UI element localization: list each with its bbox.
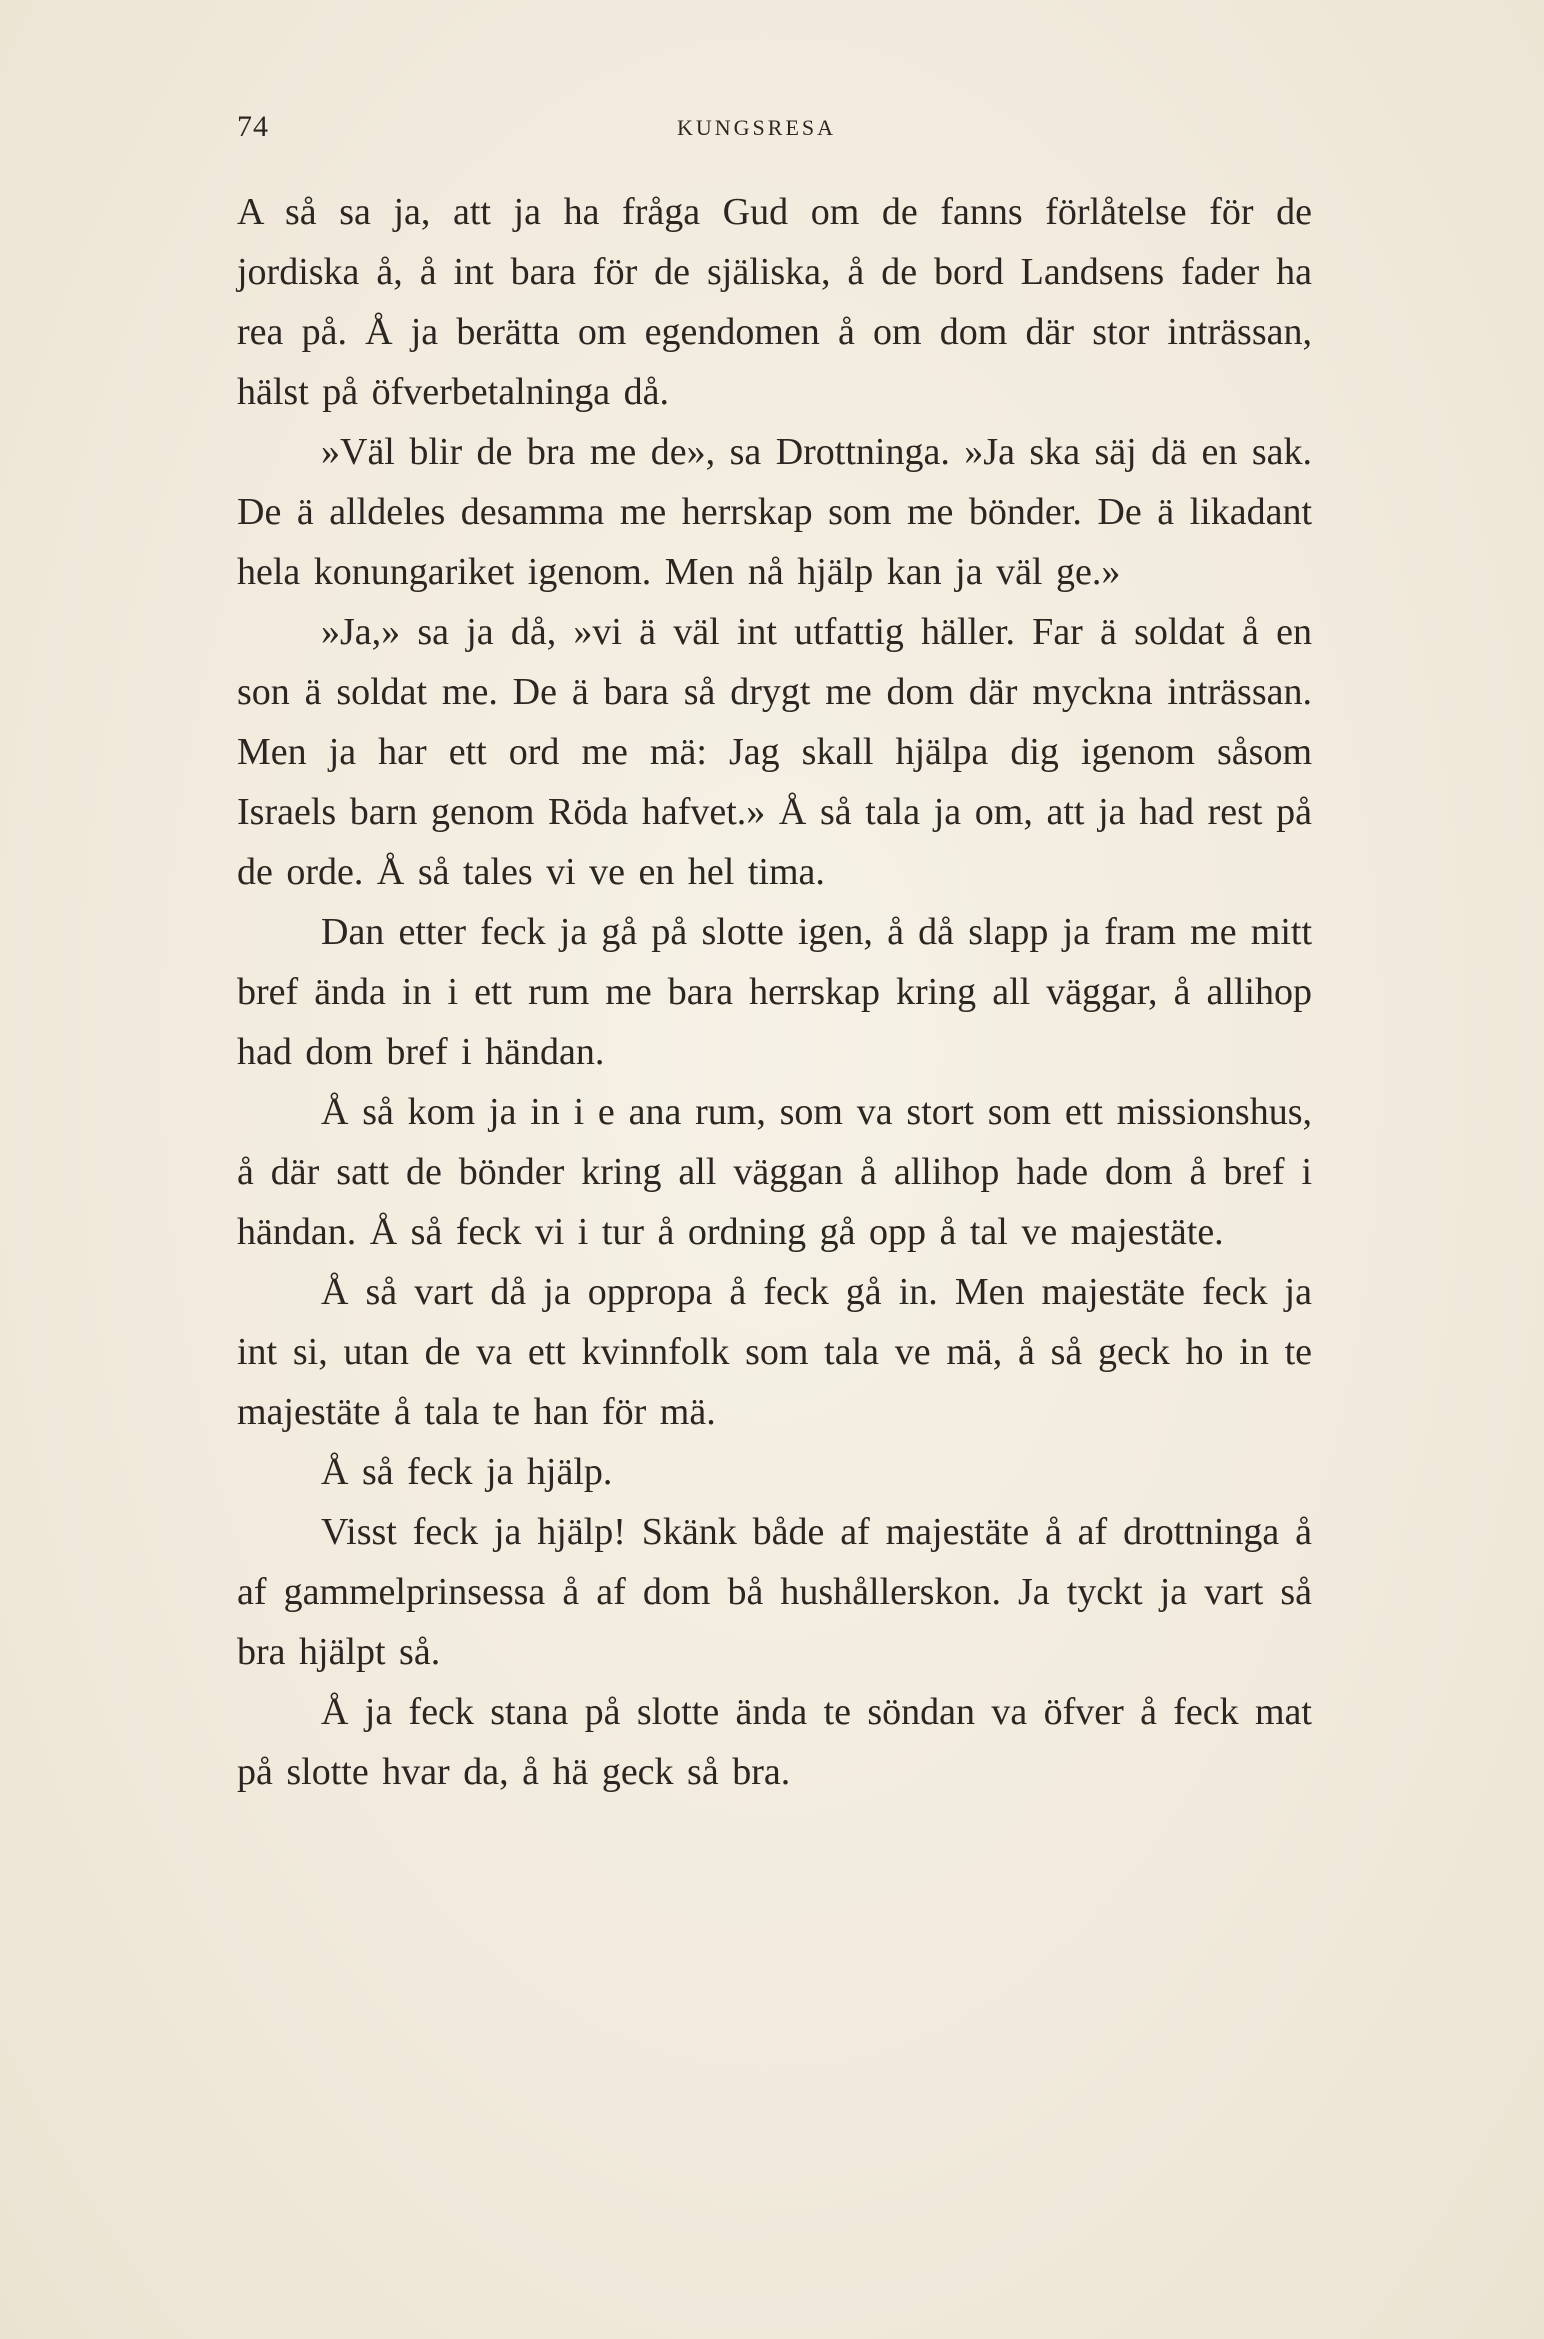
paragraph: »Väl blir de bra me de», sa Drottninga. »Ja ska säj dä en sak. De ä alldeles desamma me herrskap som me bönder. De ä likadant hela konungariket igenom. Men nå hjälp kan ja väl ge.» [237, 431, 1312, 593]
paragraph: Å så feck ja hjälp. [321, 1451, 613, 1493]
page-number: 74 [237, 110, 269, 143]
body-text [237, 182, 1312, 1802]
paragraph: »Ja,» sa ja då, »vi ä väl int utfattig häller. Far ä soldat å en son ä soldat me. De ä bara så drygt me dom där myckna inträssan. Men ja har ett ord me mä: Jag skall hjälpa dig igenom såsom Israels barn genom Röda hafvet.» Å så tala ja om, att ja had rest på de orde. Å så tales vi ve en hel tima. [237, 611, 1312, 893]
paragraph: Å så kom ja in i e ana rum, som va stort som ett missionshus, å där satt de bönder kring all väggan å allihop hade dom å bref i händan. Å så feck vi i tur å ordning gå opp å tal ve majestäte. [237, 1091, 1312, 1253]
running-title: KUNGSRESA [677, 115, 837, 140]
paragraph: Visst feck ja hjälp! Skänk både af majestäte å af drottninga å af gammelprinsessa å af dom bå hushållerskon. Ja tyckt ja vart så bra hjälpt så. [237, 1511, 1312, 1673]
paragraph: A så sa ja, att ja ha fråga Gud om de fanns förlåtelse för de jordiska å, å int bara för de själiska, å de bord Landsens fader ha rea på. Å ja berätta om egendomen å om dom där stor inträssan, hälst på öfverbetalninga då. [237, 191, 1312, 413]
paragraph: Å så vart då ja oppropa å feck gå in. Men majestäte feck ja int si, utan de va ett kvinnfolk som tala ve mä, å så geck ho in te majestäte å tala te han för mä. [237, 1271, 1312, 1433]
paragraph: Dan etter feck ja gå på slotte igen, å då slapp ja fram me mitt bref ända in i ett rum me bara herrskap kring all väggar, å allihop had dom bref i händan. [237, 911, 1312, 1073]
running-head [237, 110, 1312, 150]
paragraph: Å ja feck stana på slotte ända te söndan va öfver å feck mat på slotte hvar da, å hä geck så bra. [237, 1691, 1312, 1793]
